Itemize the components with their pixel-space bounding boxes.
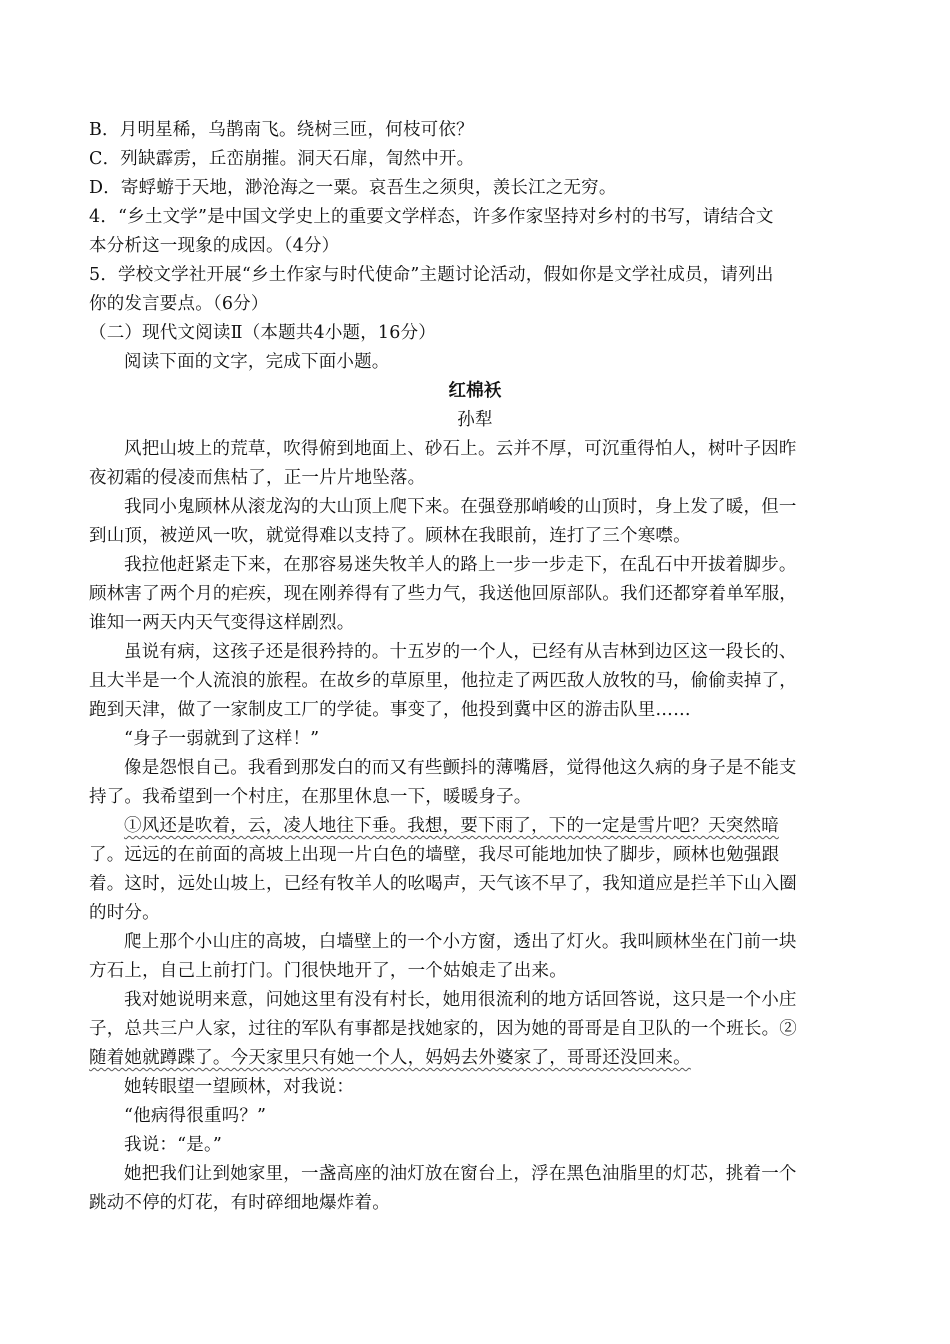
paragraph-line: 我同小鬼顾林从滚龙沟的大山顶上爬下来。在强登那峭峻的山顶时，身上发了暖，但一 (124, 497, 797, 517)
paragraph-line: 我对她说明来意，问她这里有没有村长，她用很流利的地方话回答说，这只是一个小庄 (124, 990, 797, 1010)
paragraph-line: 我拉他赶紧走下来，在那容易迷失牧羊人的路上一步一步走下，在乱石中开拔着脚步。 (124, 555, 797, 575)
paragraph-line: 到山顶，被逆风一吹，就觉得难以支持了。顾林在我眼前，连打了三个寒噤。 (89, 526, 691, 546)
question-5-line-2: 你的发言要点。（6分） (89, 294, 269, 314)
paragraph-line: 谁知一两天内天气变得这样剧烈。 (89, 613, 355, 633)
article-author: 孙犁 (457, 410, 493, 430)
marked-sentence-1-line: ①风还是吹着，云，凌人地往下垂。我想，要下雨了，下的一定是雪片吧？天突然暗 (124, 816, 779, 836)
marked-sentence-2-line: 随着她就蹲蹀了。今天家里只有她一个人，妈妈去外婆家了，哥哥还没回来。 (89, 1048, 691, 1068)
paragraph-line: 着。这时，远处山坡上，已经有牧羊人的吆喝声，天气该不早了，我知道应是拦羊下山入圈 (89, 874, 797, 894)
reading-instruction: 阅读下面的文字，完成下面小题。 (124, 352, 390, 372)
paragraph-line: 像是怨恨自己。我看到那发白的而又有些颤抖的薄嘴唇，觉得他这久病的身子是不能支 (124, 758, 797, 778)
paragraph-line: 跳动不停的灯花，有时碎细地爆炸着。 (89, 1193, 390, 1213)
paragraph-line: 子，总共三户人家，过往的军队有事都是找她家的，因为她的哥哥是自卫队的一个班长。② (89, 1019, 797, 1039)
paragraph-line: 顾林害了两个月的疟疾，现在刚养得有了些力气，我送他回原部队。我们还都穿着单军服， (89, 584, 797, 604)
dialogue-line: 我说：“是。” (124, 1135, 223, 1155)
paragraph-line: 她转眼望一望顾林，对我说： (124, 1077, 355, 1097)
paragraph-line: 且大半是一个人流浪的旅程。在故乡的草原里，他拉走了两匹敌人放牧的马，偷偷卖掉了， (89, 671, 797, 691)
paragraph-line: 持了。我希望到一个村庄，在那里休息一下，暖暖身子。 (89, 787, 532, 807)
option-b: B．月明星稀，乌鹊南飞。绕树三匝，何枝可依？ (89, 120, 474, 140)
question-4-line-1: 4．“乡土文学”是中国文学史上的重要文学样态，许多作家坚持对乡村的书写，请结合文 (89, 207, 774, 227)
paragraph-line: 夜初霜的侵凌而焦枯了，正一片片地坠落。 (89, 468, 426, 488)
paragraph-line: 爬上那个小山庄的高坡，白墙壁上的一个小方窗，透出了灯火。我叫顾林坐在门前一块 (124, 932, 797, 952)
dialogue-line: “身子一弱就到了这样！” (124, 729, 320, 749)
dialogue-line: “他病得很重吗？” (124, 1106, 267, 1126)
paragraph-line: 方石上，自己上前打门。门很快地开了，一个姑娘走了出来。 (89, 961, 567, 981)
question-5-line-1: 5．学校文学社开展“乡土作家与时代使命”主题讨论活动，假如你是文学社成员，请列出 (89, 265, 774, 285)
paragraph-line: 了。远远的在前面的高坡上出现一片白色的墙壁，我尽可能地加快了脚步，顾林也勉强跟 (89, 845, 780, 865)
paragraph-line: 的时分。 (89, 903, 160, 923)
option-c: C．列缺霹雳，丘峦崩摧。洞天石扉，訇然中开。 (89, 149, 475, 169)
paragraph-line: 虽说有病，这孩子还是很矜持的。十五岁的一个人，已经有从吉林到边区这一段长的、 (124, 642, 797, 662)
paragraph-line: 风把山坡上的荒草，吹得俯到地面上、砂石上。云并不厚，可沉重得怕人，树叶子因昨 (124, 439, 797, 459)
paragraph-line: 跑到天津，做了一家制皮工厂的学徒。事变了，他投到冀中区的游击队里…… (89, 700, 691, 720)
paragraph-line: 她把我们让到她家里，一盏高座的油灯放在窗台上，浮在黑色油脂里的灯芯，挑着一个 (124, 1164, 797, 1184)
article-title: 红棉袄 (448, 381, 502, 401)
option-d: D．寄蜉蝣于天地，渺沧海之一粟。哀吾生之须臾，羡长江之无穷。 (89, 178, 617, 198)
question-4-line-2: 本分析这一现象的成因。（4分） (89, 236, 340, 256)
section-heading: （二）现代文阅读Ⅱ（本题共4小题，16分） (89, 323, 436, 343)
